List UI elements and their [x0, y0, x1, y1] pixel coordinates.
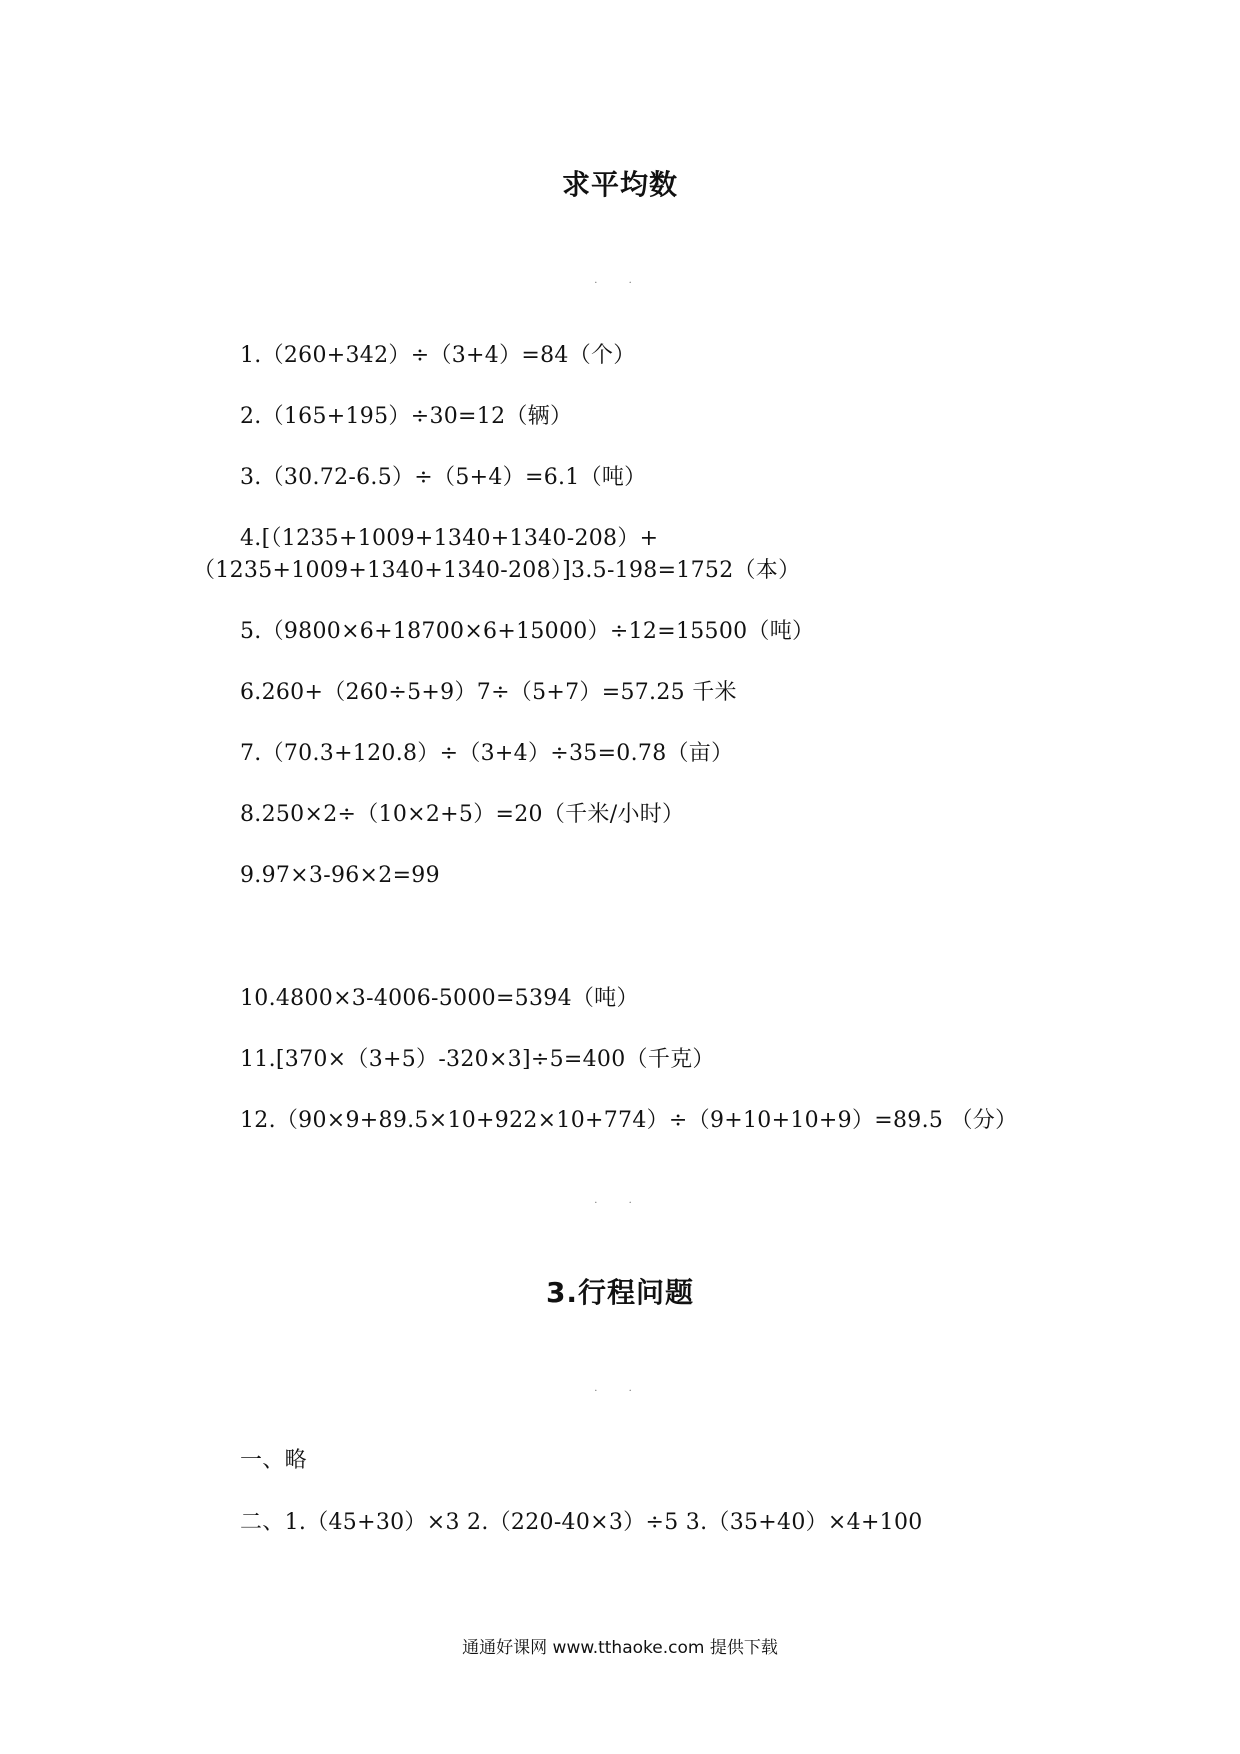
answer-line-s2-1: 一、略: [240, 1448, 307, 1473]
answer-line-4b: （1235+1009+1340+1340-208）]3.5-198=1752（本）: [193, 558, 801, 583]
answer-line-11: 11.[370×（3+5）-320×3]÷5=400（千克）: [240, 1047, 715, 1072]
answer-line-8: 8.250×2÷（10×2+5）=20（千米/小时）: [240, 802, 685, 827]
section1-title: 求平均数: [561, 168, 678, 201]
answer-line-2: 2.（165+195）÷30=12（辆）: [240, 404, 573, 429]
footer-credit: 通通好课网 www.tthaoke.com 提供下载: [462, 1638, 778, 1658]
separator-dots: · ·: [594, 278, 646, 289]
answer-line-3: 3.（30.72-6.5）÷（5+4）=6.1（吨）: [240, 465, 647, 490]
answer-line-7: 7.（70.3+120.8）÷（3+4）÷35=0.78（亩）: [240, 741, 734, 766]
section2-title: 3.行程问题: [545, 1276, 695, 1309]
answer-line-10: 10.4800×3-4006-5000=5394（吨）: [240, 986, 639, 1011]
answer-line-s2-2: 二、1.（45+30）×3 2.（220-40×3）÷5 3.（35+40）×4+100: [240, 1510, 923, 1535]
separator-dots: · ·: [594, 1386, 646, 1397]
separator-dots: · ·: [594, 1198, 646, 1209]
answer-line-5: 5.（9800×6+18700×6+15000）÷12=15500（吨）: [240, 619, 815, 644]
answer-line-1: 1.（260+342）÷（3+4）=84（个）: [240, 343, 636, 368]
answer-line-6: 6.260+（260÷5+9）7÷（5+7）=57.25 千米: [240, 680, 737, 705]
answer-line-12: 12.（90×9+89.5×10+922×10+774）÷（9+10+10+9）=89.5 （分）: [240, 1108, 1018, 1133]
answer-line-9: 9.97×3-96×2=99: [240, 863, 440, 888]
answer-line-4a: 4.[（1235+1009+1340+1340-208）+: [240, 526, 659, 551]
